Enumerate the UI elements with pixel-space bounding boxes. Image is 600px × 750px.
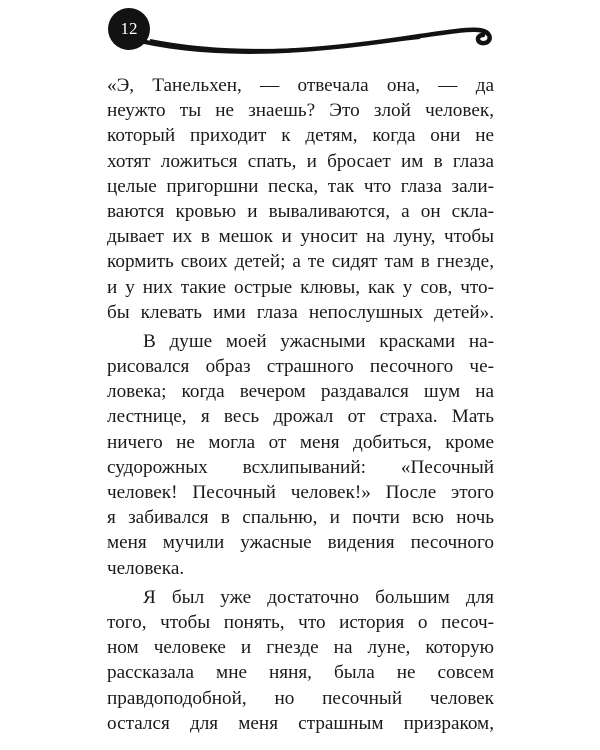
paragraph-2 — [107, 329, 494, 581]
text-line: бы клевать ими глаза непослушных детей». — [107, 301, 494, 323]
text-line: хотят ложиться спать, и бросает им в глаза — [107, 150, 494, 172]
text-line: ловека; когда вечером раздавался шум на — [107, 381, 494, 403]
page-header — [0, 0, 600, 70]
text-line: судорожных всхлипываний: «Песочный — [107, 456, 494, 478]
text-line: целые пригоршни песка, так что глаза зали- — [107, 175, 494, 197]
text-line: В душе моей ужасными красками на- — [143, 330, 494, 352]
text-line: дывает их в мешок и уносит на луну, чтобы — [107, 226, 494, 248]
text-line: который приходит к детям, когда они не — [107, 125, 494, 147]
text-line: человека. — [107, 557, 185, 579]
text-line: Я был уже достаточно большим для — [143, 586, 494, 608]
body-text — [107, 73, 494, 736]
text-line: рассказала мне няня, была не совсем — [107, 662, 494, 684]
page-number: 12 — [108, 8, 150, 50]
text-line: ничего не могла от меня добиться, кроме — [107, 431, 494, 453]
text-line: и у них такие острые клювы, как у сов, что- — [107, 276, 494, 298]
paragraph-1 — [107, 73, 494, 325]
text-line: неужто ты не знаешь? Это злой человек, — [107, 100, 494, 122]
text-line: ном человеке и гнезде на луне, которую — [107, 637, 494, 659]
paragraph-3 — [107, 585, 494, 736]
decorative-flourish — [0, 0, 600, 70]
text-line: того, чтобы понять, что история о песоч- — [107, 611, 494, 633]
text-line: правдоподобной, но песочный человек — [107, 687, 494, 709]
text-line: лестнице, я весь дрожал от страха. Мать — [107, 406, 494, 428]
text-line: кормить своих детей; а те сидят там в гнезде, — [107, 251, 494, 273]
text-line: «Э, Танельхен, — отвечала она, — да — [107, 75, 494, 96]
text-line: остался для меня страшным призраком, — [107, 712, 494, 734]
text-line: человек! Песочный человек!» После этого — [107, 482, 494, 503]
text-line: ваются кровью и вываливаются, а он скла- — [107, 200, 494, 222]
text-line: рисовался образ страшного песочного че- — [107, 356, 494, 378]
text-line: я забивался в спальню, и почти всю ночь — [107, 507, 494, 529]
text-line: меня мучили ужасные видения песочного — [107, 532, 494, 554]
